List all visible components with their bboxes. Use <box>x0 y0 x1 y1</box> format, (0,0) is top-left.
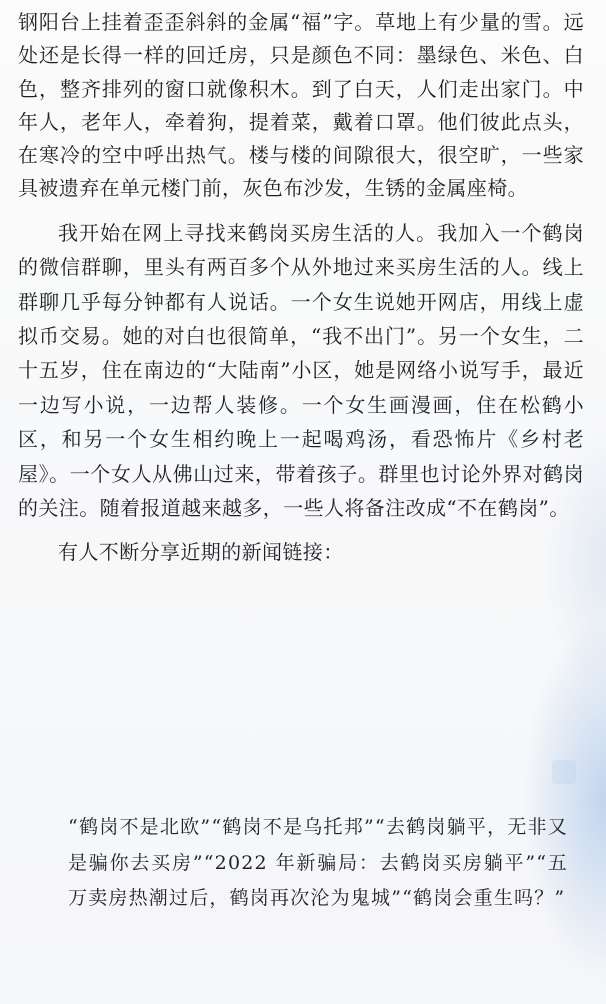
paragraph-3: 有人不断分享近期的新闻链接： <box>58 540 344 565</box>
paragraph-1: 钢阳台上挂着歪歪斜斜的金属“福”字。草地上有少量的雪。远处还是长得一样的回迁房，只是颜色不同：墨绿色、米色、白色，整齐排列的窗口就像积木。到了白天，人们走出家门。中年人，老年人，牵着狗，提着菜，戴着口罩。他们彼此点头，在寒冷的空中呼出热气。楼与楼的间隙很大，很空旷，一些家具被遗弃在单元楼门前，灰色布沙发，生锈的金属座椅。 <box>18 10 584 201</box>
news-headlines-quote: “鹤岗不是北欧”“鹤岗不是乌托邦”“去鹤岗躺平，无非又是骗你去买房”“2022 年新骗局：去鹤岗买房躺平”“五万卖房热潮过后，鹤岗再次沦为鬼城”“鹤岗会重生吗？” <box>68 816 568 909</box>
paragraph-2: 我开始在网上寻找来鹤岗买房生活的人。我加入一个鹤岗的微信群聊，里头有两百多个从外地过来买房生活的人。线上群聊几乎每分钟都有人说话。一个女生说她开网店，用线上虚拟币交易。她的对白也很简单，“我不出门”。另一个女生，二十五岁，住在南边的“大陆南”小区，她是网络小说写手，最近一边写小说，一边帮人装修。一个女生画漫画，住在松鹤小区，和另一个女生相约晚上一起喝鸡汤，看恐怖片《乡村老屋》。一个女人从佛山过来，带着孩子。群里也讨论外界对鹤岗的关注。随着报道越来越多，一些人将备注改成“不在鹤岗”。 <box>18 220 584 521</box>
body-text <box>18 6 584 569</box>
scan-tint-mark <box>552 760 576 784</box>
